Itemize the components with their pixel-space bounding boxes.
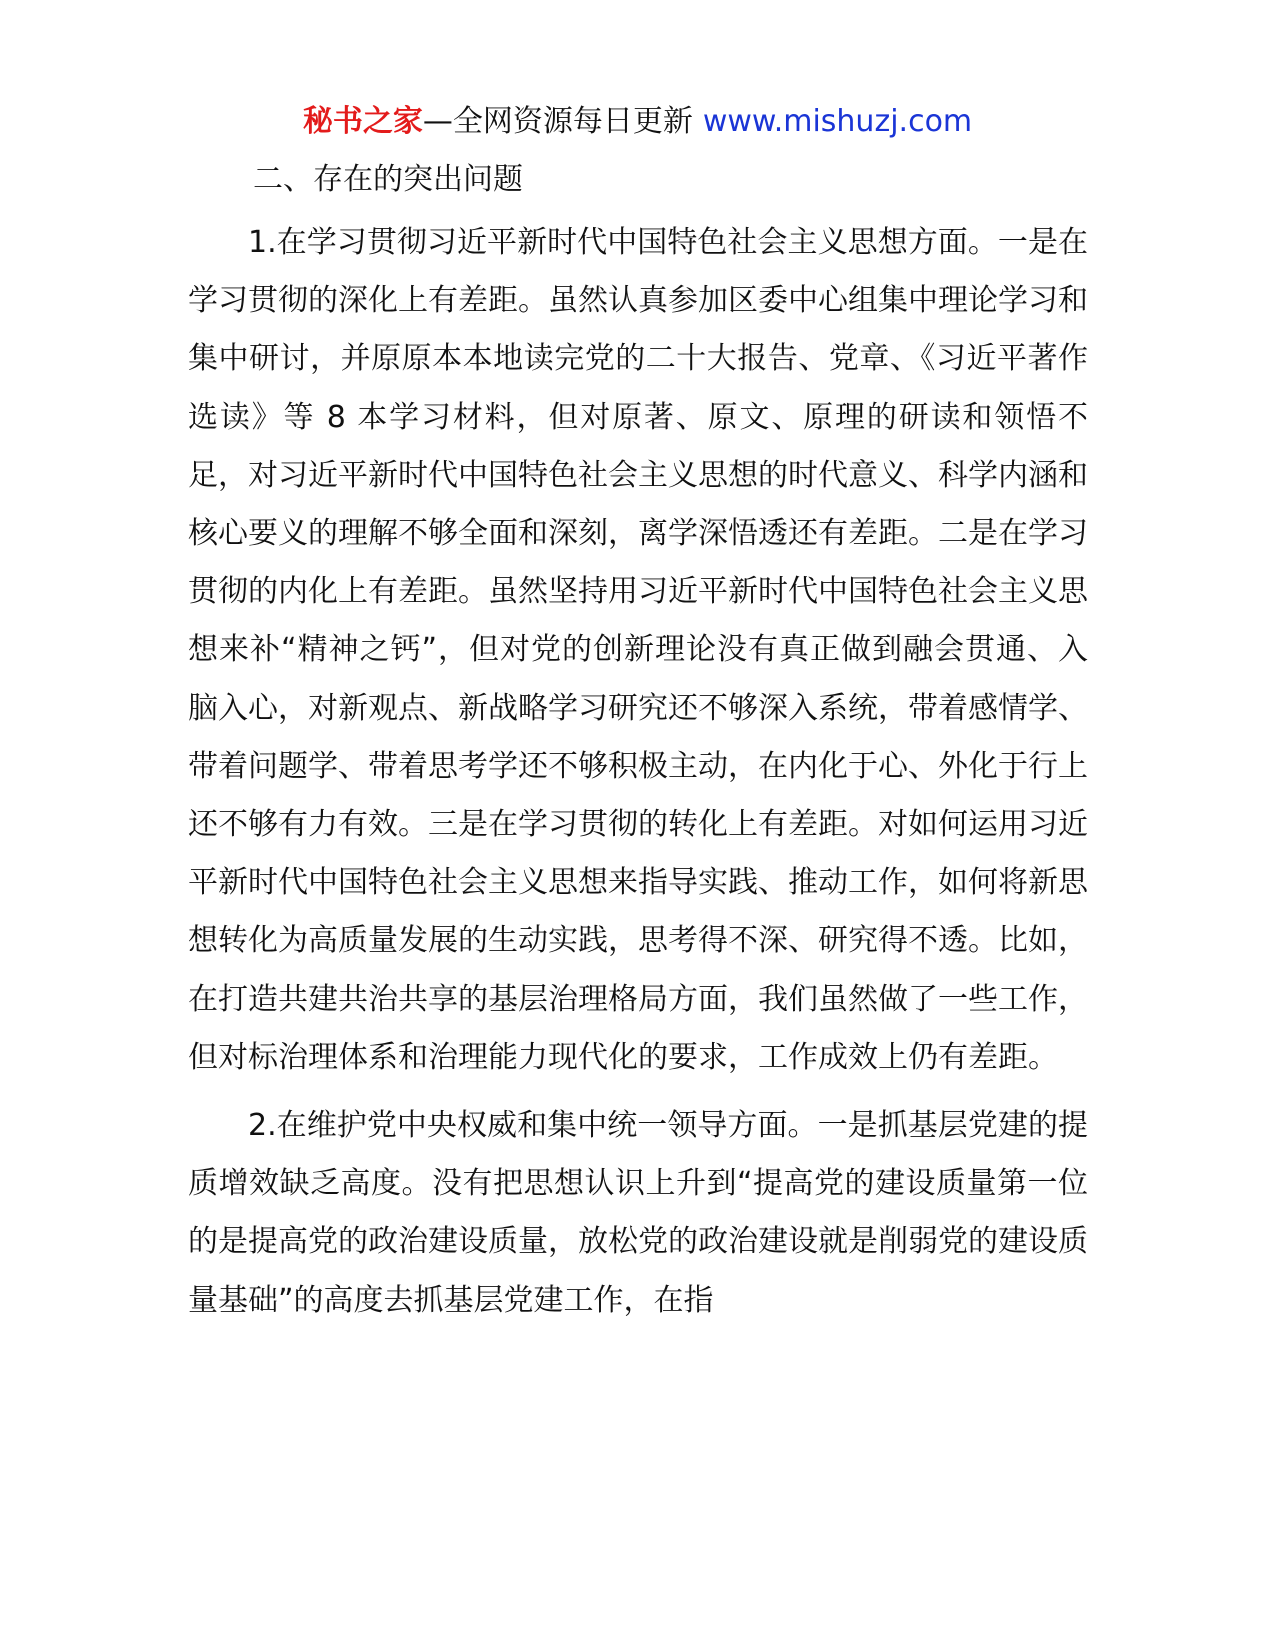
site-header [0, 100, 1275, 144]
brand-name: 秘书之家 [302, 104, 423, 139]
section-title: 二、存在的突出问题 [253, 162, 523, 197]
paragraph-1: 1.在学习贯彻习近平新时代中国特色社会主义思想方面。一是在学习贯彻的深化上有差距。虽然认真参加区委中心组集中理论学习和集中研讨，并原原本本地读完党的二十大报告、党章、《习近平著作选读》等 8 本学习材料，但对原著、原文、原理的研读和领悟不足，对习近平新时代中国特色社会主义思想的时代意义、科学内涵和核心要义的理解不够全面和深刻，离学深悟透还有差距。二是在学习贯彻的内化上有差距。虽然坚持用习近平新时代中国特色社会主义思想来补“精神之钙”，但对党的创新理论没有真正做到融会贯通、入脑入心，对新观点、新战略学习研究还不够深入系统，带着感情学、带着问题学、带着思考学还不够积极主动，在内化于心、外化于行上还不够有力有效。三是在学习贯彻的转化上有差距。对如何运用习近平新时代中国特色社会主义思想来指导实践、推动工作，如何将新思想转化为高质量发展的生动实践，思考得不深、研究得不透。比如，在打造共建共治共享的基层治理格局方面，我们虽然做了一些工作，但对标治理体系和治理能力现代化的要求，工作成效上仍有差距。 [188, 225, 1088, 1075]
site-url-link[interactable]: www.mishuzj.com [702, 104, 973, 139]
document-body [188, 158, 1088, 1330]
paragraph-2: 2.在维护党中央权威和集中统一领导方面。一是抓基层党建的提质增效缺乏高度。没有把思想认识上升到“提高党的建设质量第一位的是提高党的政治建设质量，放松党的政治建设就是削弱党的建设质量基础”的高度去抓基层党建工作，在指 [188, 1108, 1088, 1318]
header-tagline: —全网资源每日更新 [422, 104, 693, 139]
